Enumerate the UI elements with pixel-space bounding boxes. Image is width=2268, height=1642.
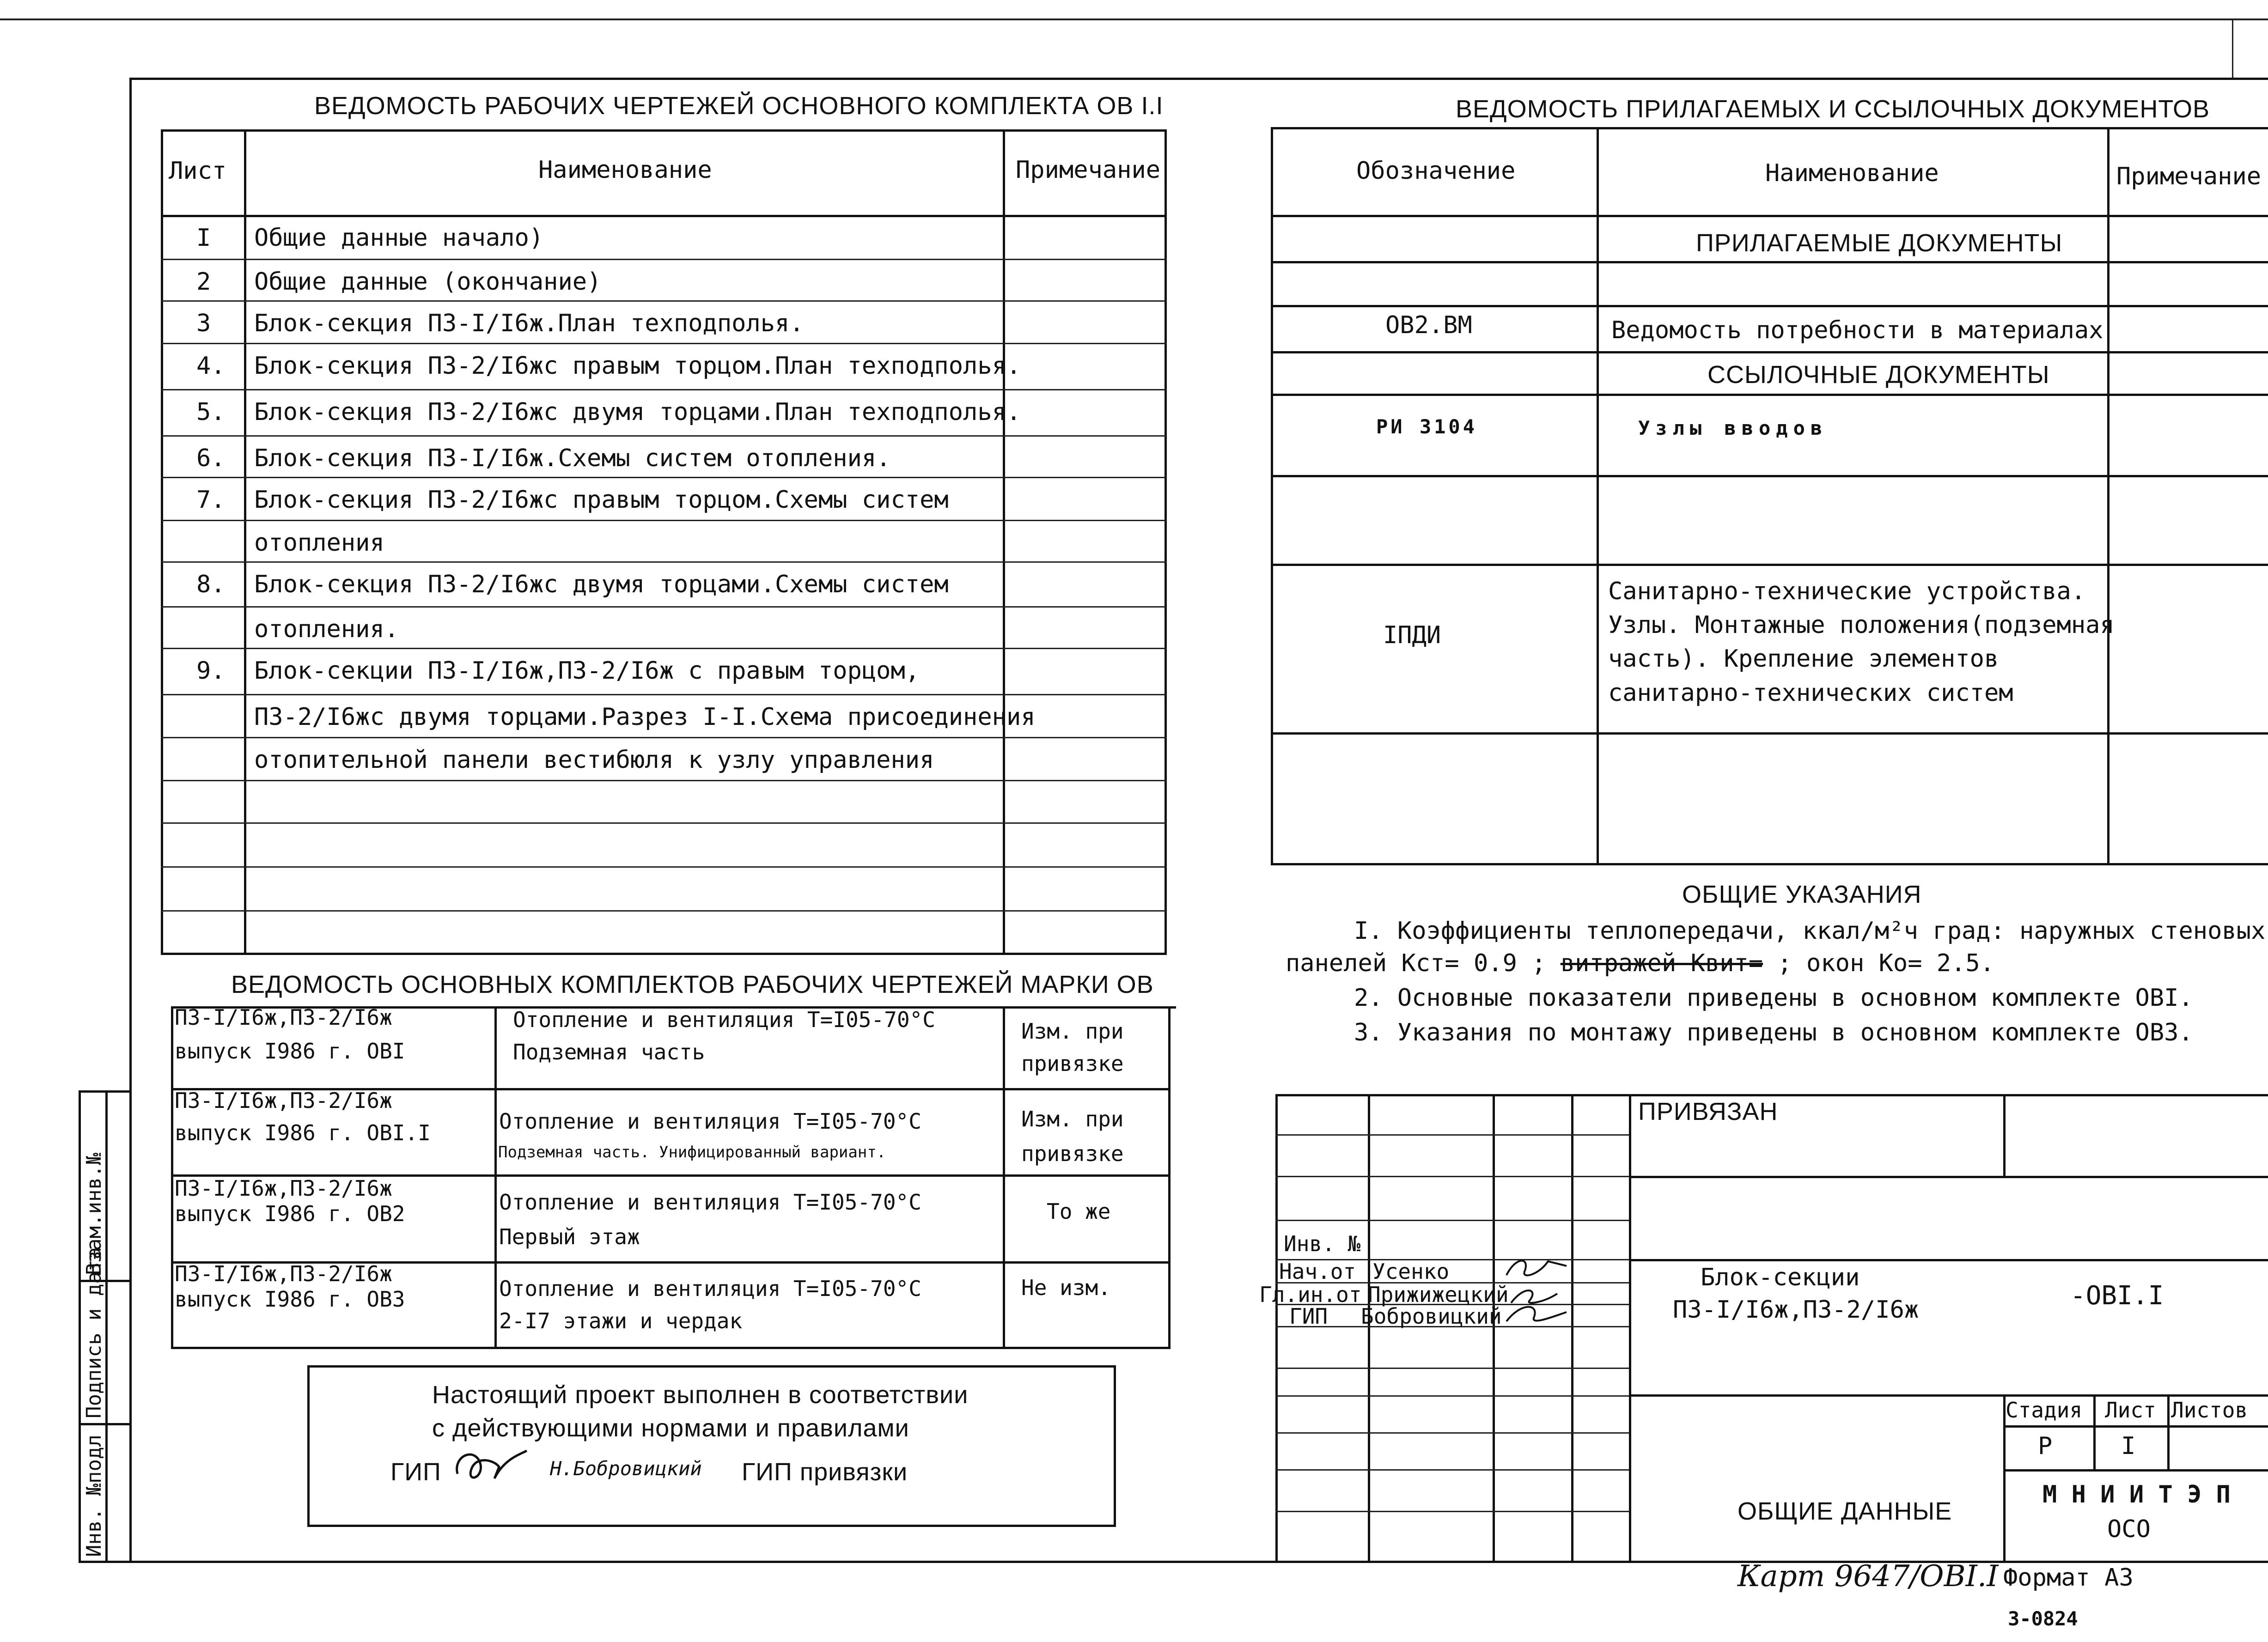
- name-glin: Прижижецкий: [1368, 1282, 1509, 1307]
- note-3: 3. Указания по монтажу приведены в основном комплекте ОВЗ.: [1354, 1019, 2193, 1046]
- doc1-code: ОВ2.ВМ: [1385, 311, 1472, 339]
- row-name: ПЗ-2/I6жс двумя торцами.Разрез I-I.Схема присоединения: [254, 703, 1036, 731]
- row-divider: [161, 780, 1166, 781]
- set2-issue: выпуск I986 г. ОВI.I: [175, 1120, 431, 1145]
- org-dept: ОСО: [2107, 1515, 2151, 1543]
- inv-no-label: Инв. №: [1284, 1231, 1361, 1256]
- row-divider: [161, 561, 1166, 563]
- row-divider: [161, 520, 1166, 521]
- row-divider: [161, 435, 1166, 437]
- title-block-row-line: [1275, 1134, 1629, 1136]
- set2-part: Подземная часть. Унифицированный вариант.: [498, 1143, 886, 1162]
- row-name: отопления: [254, 529, 384, 557]
- title-block-row-line: [1275, 1176, 1629, 1177]
- org-name: М Н И И Т Э П: [2042, 1481, 2231, 1508]
- set1-name: Отопление и вентиляция T=I05-70°C: [513, 1007, 935, 1032]
- row-divider: [161, 694, 1166, 695]
- row-sheet-number: 8.: [196, 571, 226, 598]
- doc2-name: Узлы вводов: [1638, 417, 1828, 439]
- title-block-row-line: [1275, 1220, 1629, 1221]
- gip-signature: [448, 1441, 531, 1492]
- col-docnote-header: Примечание: [2116, 163, 2262, 190]
- set4-name: Отопление и вентиляция T=I05-70°C: [499, 1276, 921, 1301]
- sheets-label: Листов: [2171, 1398, 2248, 1423]
- doc2-code: РИ 3104: [1376, 415, 1478, 438]
- format-label: Формат А3: [2003, 1564, 2134, 1592]
- stage-label: Стадия: [2006, 1398, 2083, 1423]
- drawing-list-title: ВЕДОМОСТЬ РАБОЧИХ ЧЕРТЕЖЕЙ ОСНОВНОГО КОМПЛЕКТА ОВ I.I: [314, 92, 1164, 120]
- row-name: отопления.: [254, 615, 399, 643]
- set4-issue: выпуск I986 г. ОВЗ: [175, 1287, 405, 1312]
- frame-left: [129, 78, 132, 1561]
- archive-number: Карт 9647/ОВI.I: [1738, 1559, 1999, 1593]
- sheet-value: I: [2121, 1432, 2136, 1460]
- set3-issue: выпуск I986 г. ОВ2: [175, 1201, 405, 1226]
- row-divider: [161, 389, 1166, 390]
- set3-part: Первый этаж: [499, 1224, 640, 1249]
- row-name: Блок-секция ПЗ-2/I6жс правым торцом.План техподполья.: [254, 352, 1021, 380]
- note-2: 2. Основные показатели приведены в основном комплекте ОВI.: [1354, 984, 2193, 1012]
- set1-part: Подземная часть: [513, 1040, 705, 1064]
- row-sheet-number: 5.: [196, 398, 226, 426]
- compliance-line1: Настоящий проект выполнен в соответствии: [432, 1381, 969, 1409]
- compliance-line2: с действующими нормами и правилами: [432, 1414, 909, 1442]
- row-name: Блок-секция ПЗ-I/I6ж.План техподполья.: [254, 310, 804, 337]
- set3-name: Отопление и вентиляция T=I05-70°C: [499, 1190, 921, 1215]
- row-name: Блок-секция ПЗ-2/I6жс двумя торцами.Схемы систем: [254, 571, 949, 598]
- title-block-row-line: [1275, 1469, 1629, 1471]
- set2-note: Изм. при: [1021, 1107, 1124, 1131]
- set3-code: ПЗ-I/I6ж,ПЗ-2/I6ж: [175, 1176, 392, 1201]
- row-name: Блок-секция ПЗ-I/I6ж.Схемы систем отопления.: [254, 444, 891, 472]
- doc3-code: IПДИ: [1383, 621, 1441, 649]
- doc3-name-l4: санитарно-технических систем: [1608, 679, 2013, 707]
- title-block-row-line: [1275, 1395, 1629, 1397]
- gip-name: Н.Бобровицкий: [550, 1457, 702, 1480]
- row-divider: [161, 648, 1166, 649]
- row-divider: [161, 822, 1166, 824]
- row-sheet-number: 3: [196, 310, 211, 337]
- basic-sets-title: ВЕДОМОСТЬ ОСНОВНЫХ КОМПЛЕКТОВ РАБОЧИХ ЧЕРТЕЖЕЙ МАРКИ ОВ: [231, 971, 1154, 998]
- col-docname-header: Наименование: [1765, 159, 1939, 187]
- set2-note2: привязке: [1021, 1141, 1124, 1166]
- ref-section: ССЫЛОЧНЫЕ ДОКУМЕНТЫ: [1707, 361, 2050, 389]
- set4-part: 2-I7 этажи и чердак: [499, 1308, 743, 1333]
- sheet-number: 3-0824: [2008, 1607, 2078, 1630]
- title-block-row-line: [1275, 1368, 1629, 1369]
- project-line2: ПЗ-I/I6ж,ПЗ-2/I6ж: [1673, 1296, 1919, 1324]
- role-gip: ГИП: [1289, 1304, 1328, 1329]
- set2-code: ПЗ-I/I6ж,ПЗ-2/I6ж: [175, 1088, 392, 1113]
- col-note-header: Примечание: [1016, 156, 1161, 184]
- stage-value: Р: [2038, 1432, 2053, 1460]
- doc1-name: Ведомость потребности в материалах: [1611, 316, 2103, 344]
- set4-note: Не изм.: [1021, 1275, 1111, 1300]
- doc-code: -ОВI.I: [2070, 1281, 2164, 1311]
- note-1a: I. Коэффициенты теплопередачи, ккал/м²ч град: наружных стеновых: [1354, 917, 2266, 945]
- note-1b: панелей Kст= 0.9 ; витражей Kвит= ; окон Ko= 2.5.: [1286, 949, 1995, 977]
- row-divider: [161, 606, 1166, 608]
- col-code-header: Обозначение: [1356, 157, 1516, 185]
- row-divider: [161, 300, 1166, 302]
- role-nach: Нач.от: [1279, 1259, 1356, 1284]
- title-block-row-line: [1275, 1432, 1629, 1434]
- attached-section: ПРИЛАГАЕМЫЕ ДОКУМЕНТЫ: [1696, 229, 2063, 257]
- row-sheet-number: 7.: [196, 486, 226, 514]
- row-sheet-number: 2: [196, 268, 211, 296]
- name-nach: Усенко: [1372, 1259, 1450, 1284]
- row-name: Блок-секция ПЗ-2/I6жс правым торцом.Схемы систем: [254, 486, 949, 514]
- compliance-box: [307, 1365, 1116, 1527]
- row-name: Общие данные (окончание): [254, 268, 602, 296]
- set2-name: Отопление и вентиляция T=I05-70°C: [499, 1109, 921, 1134]
- col-sheet-header: Лист: [169, 157, 227, 185]
- row-name: Блок-секции ПЗ-I/I6ж,ПЗ-2/I6ж с правым торцом,: [254, 657, 920, 685]
- frame-corner: [2232, 18, 2233, 79]
- set1-code: ПЗ-I/I6ж,ПЗ-2/I6ж: [175, 1005, 392, 1030]
- name-gip: Бобровицкий: [1361, 1304, 1502, 1329]
- row-divider: [161, 866, 1166, 868]
- row-divider: [161, 477, 1166, 478]
- row-name: Блок-секция ПЗ-2/I6жс двумя торцами.План техподполья.: [254, 398, 1021, 426]
- notes-title: ОБЩИЕ УКАЗАНИЯ: [1682, 881, 1922, 908]
- row-name: отопительной панели вестибюля к узлу управления: [254, 746, 934, 774]
- vzam-inv-label: Взам.инв.№: [82, 1153, 106, 1275]
- doc3-name-l3: часть). Крепление элементов: [1608, 645, 1999, 673]
- col-name-header: Наименование: [538, 156, 712, 184]
- set4-code: ПЗ-I/I6ж,ПЗ-2/I6ж: [175, 1261, 392, 1286]
- title-block-row-line: [1275, 1511, 1629, 1512]
- frame-top: [129, 78, 2268, 80]
- set3-note: То же: [1047, 1199, 1111, 1224]
- project-line1: Блок-секции: [1701, 1264, 1860, 1291]
- sign-date-label: Подпись и дата: [82, 1247, 106, 1418]
- row-divider: [161, 259, 1166, 260]
- gip-label: ГИП: [390, 1458, 441, 1486]
- role-glin: Гл.ин.от: [1259, 1282, 1362, 1307]
- row-sheet-number: I: [196, 224, 211, 252]
- set1-note: Изм. при: [1021, 1019, 1124, 1044]
- set1-issue: выпуск I986 г. ОВI: [175, 1039, 405, 1064]
- gip-binding-label: ГИП привязки: [742, 1458, 908, 1486]
- row-divider: [161, 737, 1166, 738]
- row-sheet-number: 4.: [196, 352, 226, 380]
- bound-label: ПРИВЯЗАН: [1638, 1098, 1778, 1125]
- row-name: Общие данные начало): [254, 224, 544, 252]
- top-edge-line: [0, 18, 2268, 20]
- row-sheet-number: 6.: [196, 444, 226, 472]
- attached-docs-title: ВЕДОМОСТЬ ПРИЛАГАЕМЫХ И ССЫЛОЧНЫХ ДОКУМЕНТОВ: [1456, 95, 2210, 123]
- signatures: [1497, 1247, 1576, 1331]
- row-sheet-number: 9.: [196, 657, 226, 685]
- row-divider: [161, 343, 1166, 344]
- sheet-label: Лист: [2105, 1398, 2156, 1423]
- doc3-name-l1: Санитарно-технические устройства.: [1608, 578, 2086, 605]
- row-divider: [161, 910, 1166, 912]
- set1-note2: привязке: [1021, 1051, 1124, 1076]
- doc-title: ОБЩИЕ ДАННЫЕ: [1738, 1497, 1952, 1525]
- inv-orig-label: Инв. №подл: [82, 1435, 106, 1557]
- doc3-name-l2: Узлы. Монтажные положения(подземная: [1608, 611, 2115, 639]
